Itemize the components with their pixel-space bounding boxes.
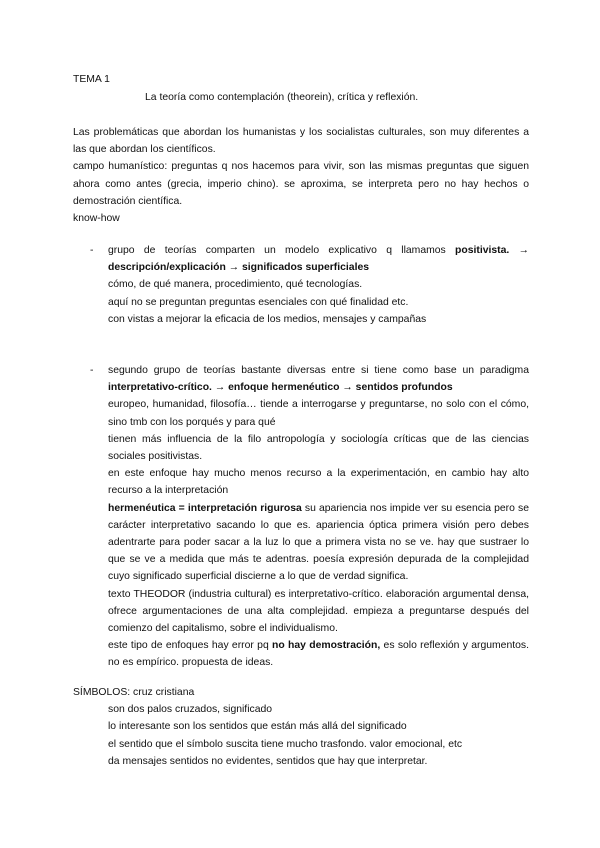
intro-paragraph-1: Las problemáticas que abordan los humanistas y los socialistas culturales, son muy diferentes a las que abordan los científicos. [73, 127, 529, 156]
symbols-heading: SÍMBOLOS: cruz cristiana [73, 687, 195, 698]
bullet-line: tienen más influencia de la filo antropología y sociología críticas que de las ciencias sociales positivistas. [108, 433, 529, 463]
bullet-lead [108, 362, 529, 396]
bullet-line [108, 637, 529, 671]
bullet-lead-text: segundo grupo de teorías bastante diversas entre si tiene como base un paradigma [108, 365, 529, 376]
bullet-body [108, 362, 529, 672]
bullet-bold-text: interpretativo-crítico. → enfoque hermenéutico → sentidos profundos [108, 382, 453, 394]
bullet-line: aquí no se preguntan preguntas esenciales con qué finalidad etc. [108, 296, 409, 308]
bullet-line: texto THEODOR (industria cultural) es interpretativo-crítico. elaboración argumental densa, ofrece argumentaciones de una alta complejidad. empieza a preguntarse después del comienzo del capitalismo, sobre el individualismo. [108, 588, 529, 635]
symbols-line: son dos palos cruzados, significado [108, 704, 273, 716]
bullet-line [108, 500, 529, 586]
bullet-lead [108, 242, 529, 276]
error-post: es solo reflexión y argumentos. no es empírico. propuesta de ideas. [108, 640, 529, 669]
bullet-line: cómo, de qué manera, procedimiento, qué tecnologías. [108, 279, 363, 291]
intro-paragraph-3: know-how [73, 213, 120, 225]
bullet-dash: - [90, 365, 94, 376]
error-bold: no hay demostración, [272, 640, 381, 652]
error-pre: este tipo de enfoques hay error pq [108, 640, 273, 652]
symbols-line: el sentido que el símbolo suscita tiene mucho trasfondo. valor emocional, etc [108, 738, 463, 750]
bullet-line: europeo, humanidad, filosofía… tiende a interrogarse y preguntarse, no solo con el cómo, sino tmb con los porqués y para qué [108, 399, 529, 428]
hermeneutics-text: su apariencia nos impide ver su esencia pero se carácter interpretativo sacando lo que es. apariencia óptica primera visión pero debes adentrarte para poder sacar a la luz lo que a primera vista no se ve. hay que sustraer lo que se ve a medida que más te adentras. poesía expresión depurada de la complejidad cuyo significado superficial discierne a lo que de verdad significa. [108, 502, 529, 583]
document-title: La teoría como contemplación (theorein), crítica y reflexión. [145, 92, 419, 103]
topic-heading: TEMA 1 [73, 74, 110, 85]
symbols-line: da mensajes sentidos no evidentes, sentidos que hay que interpretar. [108, 755, 428, 767]
bullet-dash: - [90, 245, 94, 256]
intro-section [73, 124, 529, 227]
symbols-section [73, 684, 529, 770]
bullet-line: en este enfoque hay mucho menos recurso a la experimentación, en cambio hay alto recurso a la interpretación [108, 468, 529, 497]
bullet-lead-text: grupo de teorías comparten un modelo explicativo q llamamos [108, 245, 456, 256]
intro-paragraph-2: campo humanístico: preguntas q nos hacemos para vivir, son las mismas preguntas que siguen ahora como antes (grecia, imperio chino). se aproxima, se interpreta pero no hay hechos o demostración científica. [73, 161, 529, 207]
bullet-bold-text: positivista. → descripción/explicación → significados superficiales [108, 245, 529, 274]
bullet-body [108, 242, 529, 328]
symbols-line: lo interesante son los sentidos que están más allá del significado [108, 721, 407, 733]
hermeneutics-bold: hermenéutica = interpretación rigurosa [108, 502, 302, 514]
bullet-line: con vistas a mejorar la eficacia de los medios, mensajes y campañas [108, 313, 427, 325]
